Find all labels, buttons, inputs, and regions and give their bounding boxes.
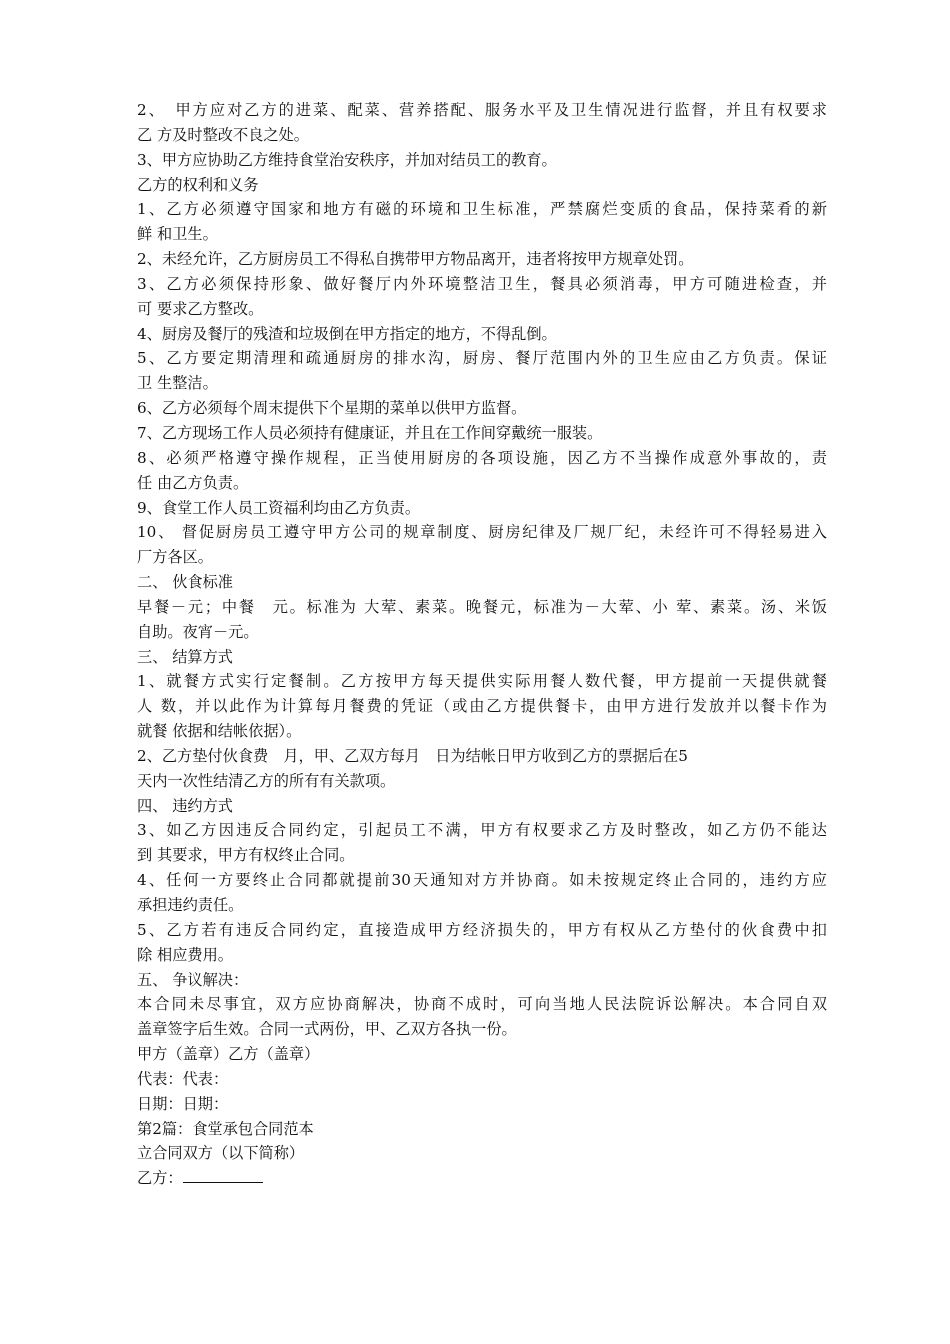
- text-line: 4、厨房及餐厅的残渣和垃圾倒在甲方指定的地方，不得乱倒。: [137, 324, 557, 343]
- text-line: 第2篇：食堂承包合同范本: [137, 1119, 314, 1138]
- text-line: 四、 违约方式: [137, 796, 233, 815]
- text-line: 甲方（盖章）乙方（盖章）: [137, 1045, 320, 1064]
- text-line: 盖章签字后生效。合同一式两份，甲、乙双方各执一份。: [137, 1020, 517, 1039]
- text-line: 可 要求乙方整改。: [137, 299, 264, 318]
- text-line: 立合同双方（以下简称）: [137, 1144, 305, 1163]
- text-line: 承担违约责任。: [137, 896, 244, 914]
- text-line: 天内一次性结清乙方的所有有关款项。: [137, 771, 396, 790]
- text-line: 早餐－元；中餐 元。标准为 大荤、素菜。晚餐元，标准为－大荤、小 荤、素菜。汤、米饭: [137, 597, 827, 616]
- text-line: 3、甲方应协助乙方维持食堂治安秩序，并加对结员工的教育。: [137, 150, 557, 169]
- text-line: 厂方各区。: [137, 548, 213, 567]
- party-b-line: [137, 1166, 827, 1191]
- text-line: 1、就餐方式实行定餐制。乙方按甲方每天提供实际用餐人数代餐，甲方提前一天提供就餐: [137, 672, 827, 691]
- text-line: 8、必须严格遵守操作规程，正当使用厨房的各项设施，因乙方不当操作成意外事故的，责: [137, 448, 827, 467]
- text-line: 5、乙方要定期清理和疏通厨房的排水沟，厨房、餐厅范围内外的卫生应由乙方负责。保证: [137, 349, 827, 368]
- text-line: 6、乙方必须每个周末提供下个星期的菜单以供甲方监督。: [137, 399, 527, 418]
- text-line: 代表：代表：: [137, 1069, 229, 1088]
- text-line: 二、 伙食标准: [137, 573, 233, 592]
- text-line: 1、乙方必须遵守国家和地方有磁的环境和卫生标准，严禁腐烂变质的食品，保持菜肴的新: [137, 200, 827, 219]
- text-line: 3、乙方必须保持形象、做好餐厅内外环境整洁卫生，餐具必须消毒，甲方可随进检查，并: [137, 274, 827, 293]
- text-line: 日期：日期：: [137, 1094, 229, 1113]
- text-line: 五、 争议解决：: [137, 970, 249, 989]
- text-line: 3、如乙方因违反合同约定，引起员工不满，甲方有权要求乙方及时整改，如乙方仍不能达: [137, 821, 827, 840]
- text-line: 自助。夜宵－元。: [137, 622, 259, 641]
- text-line: 卫 生整洁。: [137, 374, 218, 393]
- document-body: [137, 98, 827, 1191]
- text-line: 人 数，并以此作为计算每月餐费的凭证（或由乙方提供餐卡，由甲方进行发放并以餐卡作为: [137, 697, 827, 716]
- text-line: 到 其要求，甲方有权终止合同。: [137, 846, 355, 865]
- text-line: 就餐 依据和结帐依据）。: [137, 722, 302, 741]
- text-line: 鲜 和卫生。: [137, 225, 218, 244]
- text-line: 2、 甲方应对乙方的进菜、配菜、营养搭配、服务水平及卫生情况进行监督，并且有权要求: [137, 101, 827, 119]
- text-line: 5、乙方若有违反合同约定，直接造成甲方经济损失的，甲方有权从乙方垫付的伙食费中扣: [137, 920, 827, 939]
- text-line: 任 由乙方负责。: [137, 473, 249, 492]
- text-line: 4、任何一方要终止合同都就提前30天通知对方并协商。如未按规定终止合同的，违约方应: [137, 871, 827, 890]
- text-line: 除 相应费用。: [137, 945, 233, 964]
- text-line: 本合同未尽事宜，双方应协商解决，协商不成时，可向当地人民法院诉讼解决。本合同自双: [137, 995, 827, 1014]
- text-line: 10、 督促厨房员工遵守甲方公司的规章制度、厨房纪律及厂规厂纪，未经许可不得轻易进入: [137, 523, 827, 542]
- text-line: 2、乙方垫付伙食费 月，甲、乙双方每月 日为结帐日甲方收到乙方的票据后在5: [137, 746, 688, 765]
- text-line: 9、食堂工作人员工资福利均由乙方负责。: [137, 498, 421, 517]
- text-line: 三、 结算方式: [137, 647, 233, 666]
- text-line: 7、乙方现场工作人员必须持有健康证，并且在工作间穿戴统一服装。: [137, 423, 603, 442]
- party-b-label: 乙方：: [137, 1169, 183, 1188]
- text-line: 乙 方及时整改不良之处。: [137, 125, 309, 144]
- text-line: 乙方的权利和义务: [137, 175, 259, 194]
- text-line: 2、未经允许，乙方厨房员工不得私自携带甲方物品离开，违者将按甲方规章处罚。: [137, 250, 694, 269]
- party-b-blank-field: [183, 1166, 263, 1183]
